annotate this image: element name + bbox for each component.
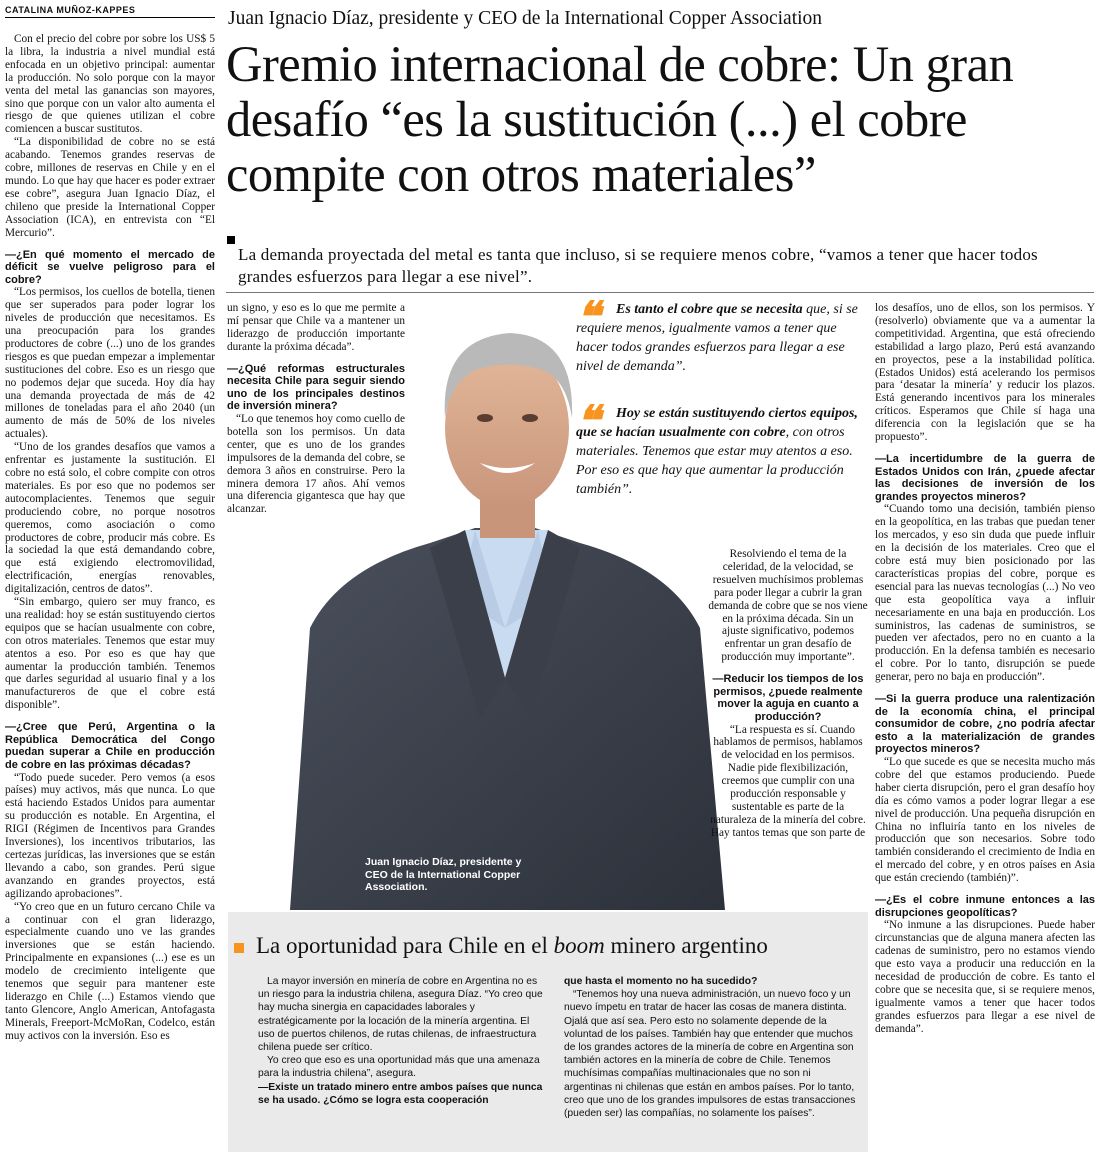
box-column-2 <box>564 975 856 1120</box>
pull-quote-1-bold: Es tanto el cobre que se necesita <box>616 302 803 317</box>
supratitle: Juan Ignacio Díaz, presidente y CEO de la International Copper Association <box>228 8 823 29</box>
author-byline: CATALINA MUÑOZ-KAPPES <box>5 5 215 18</box>
photo-caption: Juan Ignacio Díaz, presidente y CEO de la International Copper Association. <box>365 856 522 894</box>
question: que hasta el momento no ha sucedido? <box>564 976 758 987</box>
column-1 <box>5 33 215 1153</box>
question: —¿En qué momento el mercado de déficit se vuelve peligroso para el cobre? <box>5 248 215 286</box>
box-column-1 <box>258 975 546 1107</box>
question: —¿Es el cobre inmune entonces a las disrupciones geopolíticas? <box>875 894 1095 919</box>
pull-quote-2-bold: Hoy se están sustituyendo ciertos equipos, que se hacían usualmente con cobre <box>576 406 858 440</box>
paragraph: “Tenemos hoy una nueva administración, un nuevo foco y un nuevo ímpetu en tratar de hacer las cosas de manera distinta. Ojalá que así sea. Pero esto no solamente depende de la voluntad de los países. También hay que entender que muchos de los grandes actores de la minería de cobre en Argentina son también actores en la minería de cobre de Chile. Tenemos muchísimas compañías multinacionales que no son ni argentinas ni chilenas que están en ambos países. Por lo tanto, creo que uno de los grandes impulsores de estas transacciones (pueden ser) las compañías, no solamente los países”. <box>564 989 856 1120</box>
paragraph: “No inmune a las disrupciones. Puede haber circunstancias que de alguna manera afecten las cadenas de suministro, pero no estamos viendo que esto vaya a producir una reducción en la necesidad de producción de cobre. Es tanto el cobre que se necesita que, si se requiere menos, igualmente vamos a tener que hacer todos grandes esfuerzos para llegar a ese nivel de demanda”. <box>875 919 1095 1035</box>
pull-quote-1 <box>576 300 866 376</box>
question: —Existe un tratado minero entre ambos países que nunca se ha usado. ¿Cómo se logra esta cooperación <box>258 1081 543 1106</box>
paragraph: “Lo que sucede es que se necesita mucho más cobre del que estamos produciendo. Puede haber cierta disrupción, pero el gran desafío hoy día es cómo vamos a poder lograr llegar a ese nivel de producción. Una pequeña disrupción en China no influiría tanto en los niveles de producción que son necesarios. Sobre todo también considerando el crecimiento de India en el mercado del cobre, y en otros países en Asia que están creciendo (también)”. <box>875 756 1095 885</box>
paragraph: “Uno de los grandes desafíos que vamos a enfrentar es justamente la sustitución. El cobre no está solo, el cobre compite con otros materiales. Es por eso que no podemos ser autocomplacientes. Tenemos que seguir produciendo cobre, no porque nosotros queremos, como asociación o como productores de cobre, producir más cobre. Es la sociedad la que está demandando cobre, que está exigiendo electromovilidad, electrificación, energías renovables, digitalización, centros de datos”. <box>5 441 215 596</box>
question: —¿Cree que Perú, Argentina o la República Democrática del Congo puedan superar a Chile en producción de cobre en las próximas décadas? <box>5 721 215 771</box>
paragraph: La mayor inversión en minería de cobre en Argentina no es un riesgo para la industria chilena, asegura Díaz. “Yo creo que hay mucha sinergia en capacidades laborales y estratégicamente por la locación de la minería argentina. El uso de puertos chilenos, de rutas chilenas, de infraestructura chilena puede ser crítico. <box>258 976 543 1054</box>
paragraph: los desafíos, uno de ellos, son los permisos. Y (resolverlo) obviamente que va a aumentar la competitividad. Argentina, que está ofreciendo estabilidad a largo plazo, Perú está avanzando en proyectos, pese a la instabilidad política. (Estados Unidos) está acelerando los permisos para ‘desatar la minería’ y reducir los plazos. Está generando incentivos para los minerales críticos. Esperamos que Chile sí haga una diferencia con la legislación que se ha propuesto”. <box>875 302 1095 444</box>
paragraph: un signo, y eso es lo que me permite a mí pensar que Chile va a mantener un liderazgo de producción importante durante la próxima década”. <box>227 302 405 353</box>
box-title-post: minero argentino <box>604 933 768 958</box>
pull-quote-2-rest: , con otros materiales. Tenemos que estar muy atentos a eso. Por eso es que hay que aumentar la producción también”. <box>576 425 853 497</box>
paragraph: “La respuesta es sí. Cuando hablamos de permisos, hablamos de velocidad en los permisos. Nadie pide flexibilización, creemos que cumplir con una producción responsable y sustentable es parte de la naturaleza de la minería del cobre. Hay tantos temas que son parte de <box>710 723 866 839</box>
headline: Gremio internacional de cobre: Un gran desafío “es la sustitución (...) el cobre compite con otros materiales” <box>226 37 1014 202</box>
paragraph: “Lo que tenemos hoy como cuello de botella son los permisos. Un data center, que es uno de los grandes impulsores de la demanda del cobre, se demora 3 años en construirse. Pero la minera demora 17 años. Ahí vemos una diferencia gigantesca que hay que alcanzar. <box>227 413 405 516</box>
quote-mark-icon: ❝ <box>576 404 600 447</box>
paragraph: “La disponibilidad de cobre no se está acabando. Tenemos grandes reservas de cobre, millones de reservas en Chile y en el mundo. Lo que hay que hacer es poder extraer ese cobre”, asegura Juan Ignacio Díaz, el chileno que preside la International Copper Association (ICA), en entrevista con “El Mercurio”. <box>5 136 215 239</box>
box-square-icon <box>234 943 244 953</box>
question: —La incertidumbre de la guerra de Estados Unidos con Irán, ¿puede afectar las decisiones de inversión de los grandes proyectos mineros? <box>875 452 1095 503</box>
portrait-photo <box>280 298 730 910</box>
dek: La demanda proyectada del metal es tanta que incluso, si se requiere menos cobre, “vamos a tener que hacer todos grandes esfuerzos para llegar a ese nivel”. <box>238 245 1038 286</box>
paragraph: “Los permisos, los cuellos de botella, tienen que ser superados para poder lograr los niveles de producción que necesitamos. Es una preocupación para los grandes productores de cobre (...) uno de los grandes riesgos es que puedan empezar a implementar sustituciones del cobre. Eso es un riesgo que no podemos dejar que suceda. Hoy día hay una demanda proyectada de más de 42 millones de toneladas para el año 2040 (un aumento de más de 50% de los niveles actuales). <box>5 286 215 441</box>
paragraph: Con el precio del cobre por sobre los US$ 5 la libra, la industria a nivel mundial está enfocada en un objetivo principal: aumentar la producción. No solo porque con la mayor venta del metal las ganancias son mayores, sino que porque con un valor alto aumenta el riesgo de que quienes utilizan el cobre comiencen a buscar sustitutos. <box>5 33 215 136</box>
paragraph: “Todo puede suceder. Pero vemos (a esos países) muy activos, más que nunca. Lo que está haciendo Estados Unidos para aumentar su producción es notable. En Argentina, el RIGI (Régimen de Incentivos para Grandes Inversiones), los incentivos tributarios, las certezas jurídicas, las inversiones que se están llevando a cabo, son grandes. Perú sigue avanzando en grandes proyectos, está agilizando aprobaciones”. <box>5 771 215 900</box>
question: —Reducir los tiempos de los permisos, ¿puede realmente mover la aguja en cuanto a producción? <box>712 673 864 723</box>
box-title-italic: boom <box>553 933 605 958</box>
box-title <box>256 932 856 960</box>
pull-quote-2 <box>576 404 866 499</box>
divider <box>226 292 1094 293</box>
paragraph: “Yo creo que en un futuro cercano Chile va a continuar con el gran liderazgo, especialmente cuando uno ve las grandes inversiones que se están haciendo. Principalmente en expansiones (...) ese es un modelo de crecimiento inteligente que tenemos que seguir para mantener este liderazgo en Chile (...) Estamos viendo que tanto Glencore, Anglo American, Antofagasta Minerals, Freeport-McMoRan, Codelco, están muy activos con la inversión. Eso es <box>5 900 215 1042</box>
column-5 <box>875 302 1095 1152</box>
question: —¿Qué reformas estructurales necesita Chile para seguir siendo uno de los principales destinos de inversión minera? <box>227 362 405 413</box>
paragraph: Resolviendo el tema de la celeridad, de la velocidad, se resuelven muchísimos problemas para poder llegar a cubrir la gran demanda de cobre que se nos viene en la próxima década. Sin un ajuste significativo, podemos enfrentar un gran desafío de producción muy importante”. <box>708 548 868 664</box>
question: —Si la guerra produce una ralentización de la economía china, el principal consumidor de cobre, ¿no podría afectar esto a la materialización de grandes proyectos mineros? <box>875 693 1095 756</box>
pull-quote-1-rest: que, si se requiere menos, igualmente vamos a tener que hacer todos grandes esfuerzos para llegar a ese nivel de demanda”. <box>576 302 858 374</box>
paragraph: “Cuando tomo una decisión, también pienso en la geopolítica, en las trabas que puedan tener los mercados, y eso sin duda que puede influir en la decisión de los materiales. Creo que el cobre está muy bien posicionado por las características propias del cobre, porque es esencial para las nuevas tecnologías (...) No veo que esta geopolítica vaya a influir necesariamente en una baja en producción. Los suministros, las cadenas de suministros, se pueden ver afectados, pero no en cuanto a la producción. En la defensa también es necesario el cobre. Por lo tanto, disrupción se puede generar, pero no baja en producción”. <box>875 503 1095 684</box>
paragraph: “Sin embargo, quiero ser muy franco, es una realidad: hoy se están sustituyendo ciertos equipos que se hacían usualmente con cobre, con otros materiales. Tenemos que estar muy atentos a eso. Por eso es que hay que aumentar la producción también. Tenemos que darles seguridad al usuario final y a los manufactureros de que el cobre está disponible”. <box>5 596 215 712</box>
box-title-pre: La oportunidad para Chile en el <box>256 933 554 958</box>
dek-bullet <box>227 236 235 244</box>
quote-mark-icon: ❝ <box>576 300 600 343</box>
paragraph: Yo creo que eso es una oportunidad más que una amenaza para la industria chilena”, asegura. <box>258 1055 540 1080</box>
column-4 <box>708 548 868 903</box>
